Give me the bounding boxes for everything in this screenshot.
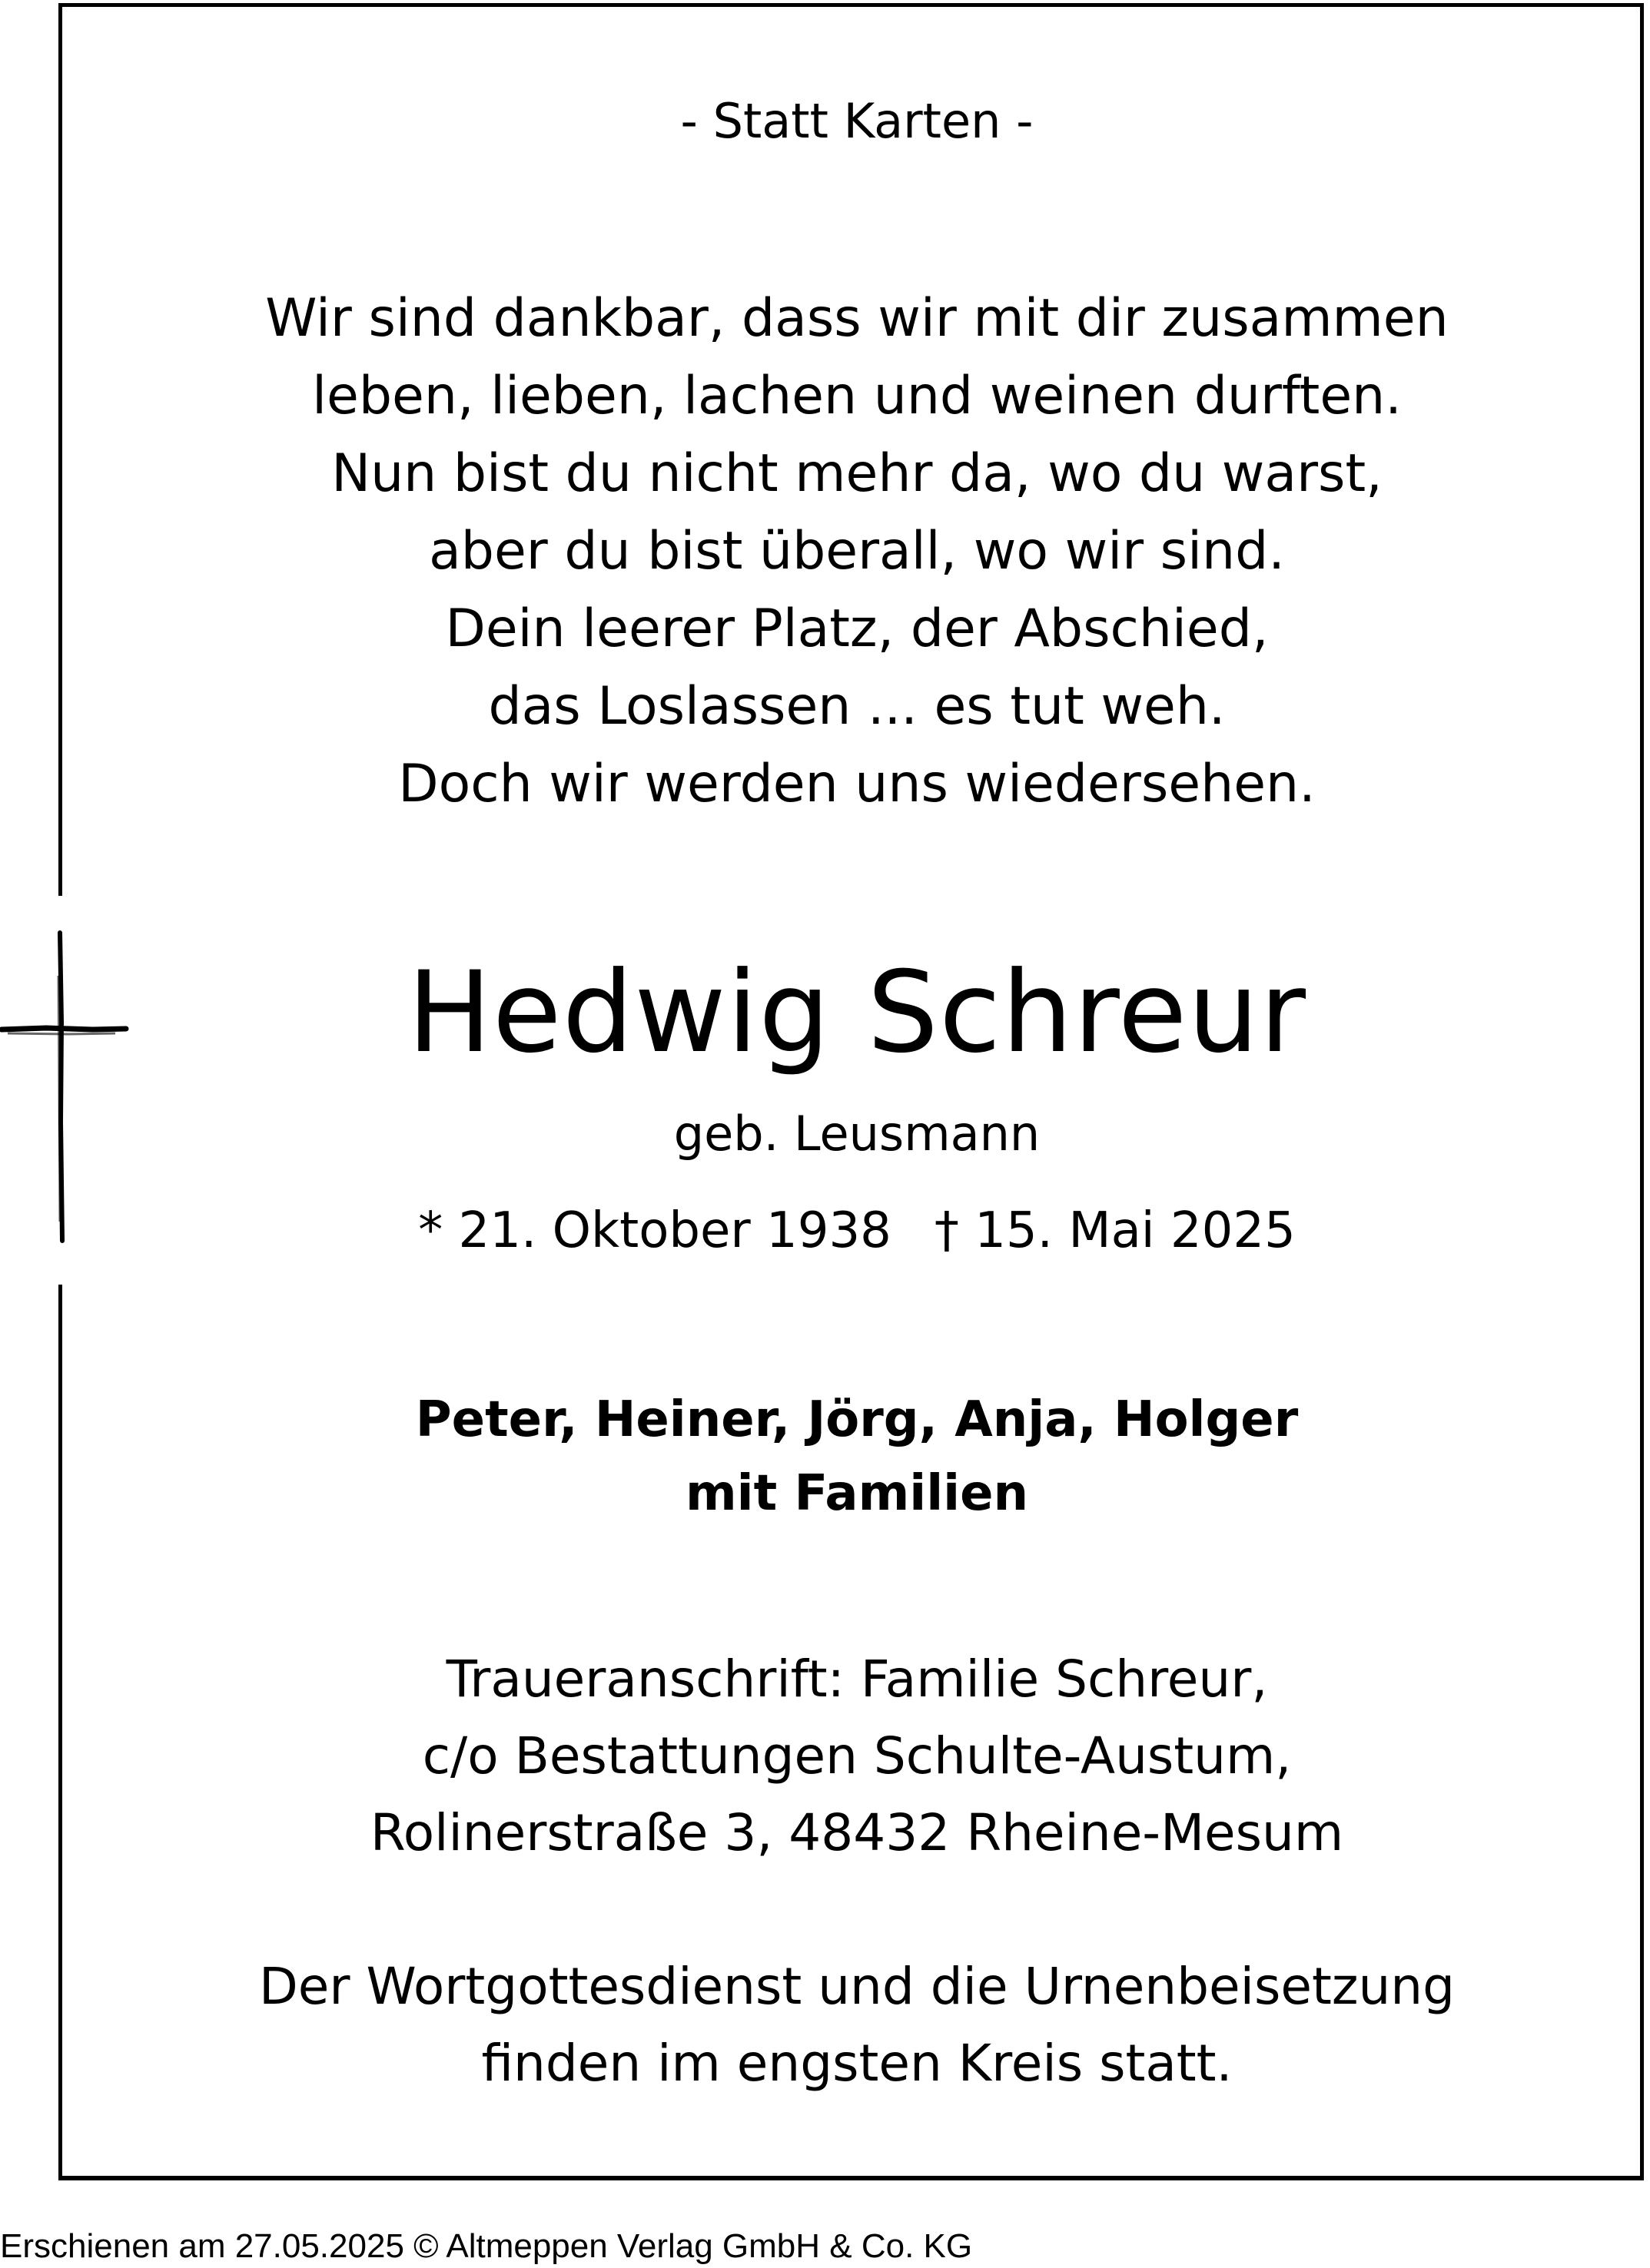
frame-top-border <box>60 3 1644 7</box>
poem <box>92 280 1622 823</box>
address-line: Traueranschrift: Familie Schreur, <box>446 1650 1268 1709</box>
life-dates <box>92 1199 1622 1263</box>
service-line: Der Wortgottesdienst und die Urnenbeisetzung <box>258 1957 1456 2016</box>
deceased-name: Hedwig Schreur <box>407 947 1307 1078</box>
poem-line: Wir sind dankbar, dass wir mit dir zusammen <box>265 288 1449 349</box>
service-line: finden im engsten Kreis statt. <box>481 2034 1233 2093</box>
poem-line: Nun bist du nicht mehr da, wo du warst, <box>331 443 1383 504</box>
address-line: c/o Bestattungen Schulte-Austum, <box>422 1726 1292 1786</box>
poem-line: das Loslassen ... es tut weh. <box>488 676 1226 737</box>
frame-bottom-border <box>60 2176 1644 2180</box>
mourners <box>92 1383 1622 1530</box>
service-info <box>92 1948 1622 2102</box>
statt-karten-heading: - Statt Karten - <box>680 93 1034 149</box>
frame-left-border-lower <box>58 1285 62 2180</box>
address-line: Rolinerstraße 3, 48432 Rheine-Mesum <box>370 1803 1344 1862</box>
condolence-address <box>92 1641 1622 1872</box>
frame-right-border <box>1640 3 1644 2180</box>
death-date: † 15. Mai 2025 <box>934 1202 1296 1259</box>
poem-line: Dein leerer Platz, der Abschied, <box>445 598 1269 659</box>
maiden-name: geb. Leusmann <box>673 1106 1041 1162</box>
mourners-line: mit Familien <box>685 1465 1029 1522</box>
poem-line: aber du bist überall, wo wir sind. <box>429 521 1285 582</box>
publication-footer: Erschienen am 27.05.2025 © Altmeppen Verlag GmbH & Co. KG <box>0 2227 973 2265</box>
birth-date: * 21. Oktober 1938 <box>418 1202 891 1259</box>
mourners-line: Peter, Heiner, Jörg, Anja, Holger <box>415 1391 1299 1448</box>
frame-left-border-upper <box>58 3 62 896</box>
poem-line: Doch wir werden uns wiedersehen. <box>398 754 1316 814</box>
poem-line: leben, lieben, lachen und weinen durften. <box>312 366 1402 426</box>
